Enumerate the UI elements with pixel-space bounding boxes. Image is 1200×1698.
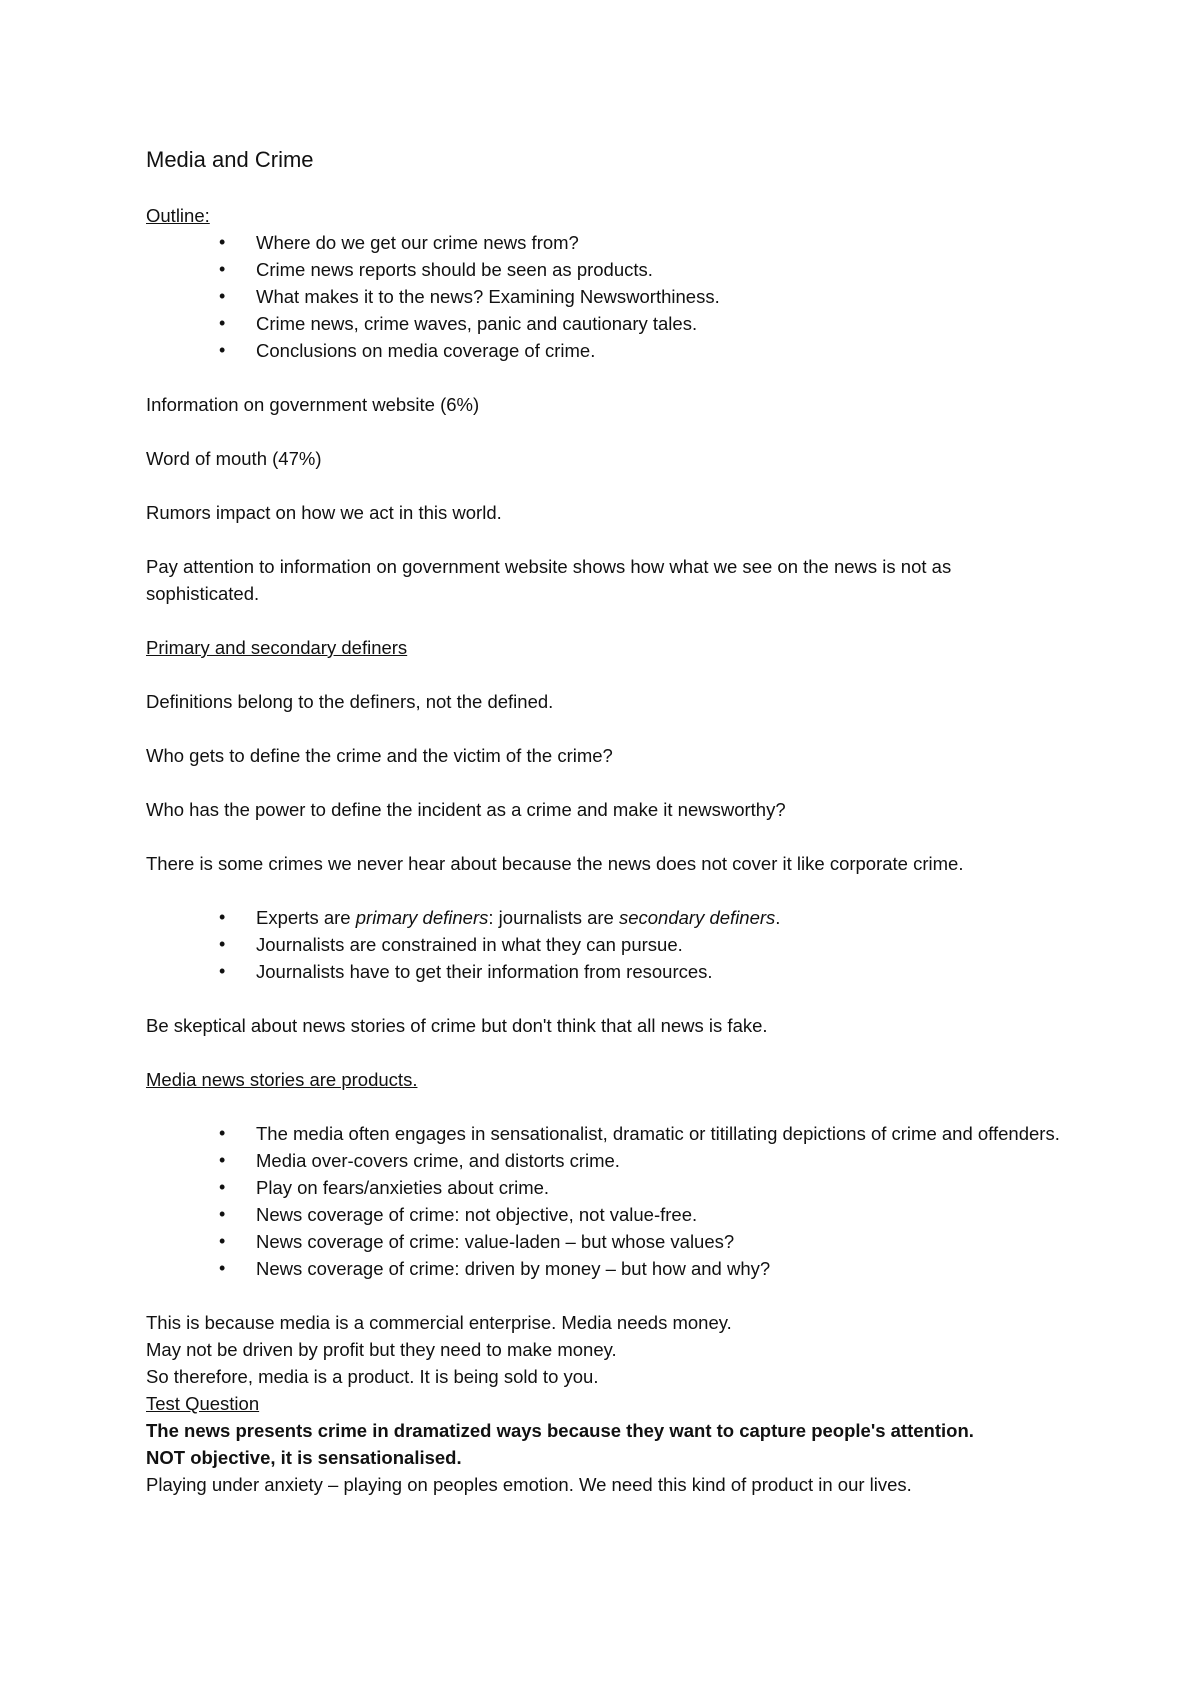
list-item-text: Media over-covers crime, and distorts crime. <box>256 1150 620 1171</box>
line-product: So therefore, media is a product. It is being sold to you. <box>146 1366 599 1387</box>
list-item-text: Crime news reports should be seen as products. <box>256 259 653 280</box>
list-item-text: Where do we get our crime news from? <box>256 232 579 253</box>
list-item-text: Journalists have to get their information from resources. <box>256 961 713 982</box>
paragraph-word-of-mouth: Word of mouth (47%) <box>146 448 322 469</box>
paragraph-some-crimes: There is some crimes we never hear about because the news does not cover it like corporate crime. <box>146 853 964 874</box>
bullet-icon: • <box>219 1177 226 1197</box>
bullet-icon: • <box>219 232 226 252</box>
test-question-heading: Test Question <box>146 1393 260 1414</box>
list-item <box>146 931 1066 958</box>
bullet-icon: • <box>219 1231 226 1251</box>
list-item <box>146 337 1066 364</box>
products-heading: Media news stories are products. <box>146 1069 418 1090</box>
list-item-text: Crime news, crime waves, panic and cautionary tales. <box>256 313 698 334</box>
list-item-text: Conclusions on media coverage of crime. <box>256 340 596 361</box>
bullet-icon: • <box>219 1204 226 1224</box>
document-title: Media and Crime <box>146 147 314 172</box>
list-item <box>146 1120 1066 1147</box>
list-item <box>146 958 1066 985</box>
test-answer-line-1: The news presents crime in dramatized ways because they want to capture people's attention. <box>146 1420 974 1441</box>
paragraph-who-has-power: Who has the power to define the incident as a crime and make it newsworthy? <box>146 799 786 820</box>
outline-heading: Outline: <box>146 205 210 226</box>
paragraph-gov-website: Information on government website (6%) <box>146 394 480 415</box>
bullet-icon: • <box>219 313 226 333</box>
list-item-text-post: . <box>775 907 781 928</box>
list-item-text: News coverage of crime: value-laden – but whose values? <box>256 1231 735 1252</box>
line-commercial: This is because media is a commercial enterprise. Media needs money. <box>146 1312 732 1333</box>
list-item <box>146 229 1066 256</box>
bullet-icon: • <box>219 934 226 954</box>
list-item-text: News coverage of crime: driven by money – but how and why? <box>256 1258 771 1279</box>
definers-heading: Primary and secondary definers <box>146 637 408 658</box>
paragraph-rumors: Rumors impact on how we act in this world. <box>146 502 502 523</box>
bullet-icon: • <box>219 1123 226 1143</box>
list-item <box>146 904 1066 931</box>
bullet-icon: • <box>219 286 226 306</box>
list-item-text: Journalists are constrained in what they can pursue. <box>256 934 683 955</box>
list-item-text: The media often engages in sensationalist, dramatic or titillating depictions of crime and offenders. <box>256 1123 1060 1144</box>
outline-list <box>146 229 1066 364</box>
bullet-icon: • <box>219 1258 226 1278</box>
primary-definers-term: primary definers <box>355 907 489 928</box>
line-anxiety: Playing under anxiety – playing on peoples emotion. We need this kind of product in our lives. <box>146 1474 912 1495</box>
list-item-text: What makes it to the news? Examining Newsworthiness. <box>256 286 720 307</box>
list-item-text: News coverage of crime: not objective, not value-free. <box>256 1204 698 1225</box>
bullet-icon: • <box>219 259 226 279</box>
line-profit: May not be driven by profit but they need to make money. <box>146 1339 617 1360</box>
paragraph-skeptical: Be skeptical about news stories of crime but don't think that all news is fake. <box>146 1015 768 1036</box>
document-body <box>146 145 1066 1498</box>
paragraph-definitions: Definitions belong to the definers, not the defined. <box>146 691 554 712</box>
products-list <box>146 1120 1066 1282</box>
definers-list <box>146 904 1066 985</box>
list-item <box>146 256 1066 283</box>
list-item-text-mid: : journalists are <box>488 907 619 928</box>
list-item <box>146 1228 1066 1255</box>
list-item <box>146 1201 1066 1228</box>
paragraph-pay-attention: Pay attention to information on government website shows how what we see on the news is not as sophisticated. <box>146 556 952 604</box>
bullet-icon: • <box>219 961 226 981</box>
list-item <box>146 1147 1066 1174</box>
list-item <box>146 1174 1066 1201</box>
secondary-definers-term: secondary definers <box>618 907 776 928</box>
list-item <box>146 310 1066 337</box>
list-item <box>146 1255 1066 1282</box>
bullet-icon: • <box>219 340 226 360</box>
list-item <box>146 283 1066 310</box>
list-item-text: Play on fears/anxieties about crime. <box>256 1177 550 1198</box>
bullet-icon: • <box>219 1150 226 1170</box>
list-item-text-pre: Experts are <box>256 907 356 928</box>
test-answer-line-2: NOT objective, it is sensationalised. <box>146 1447 462 1468</box>
paragraph-who-gets: Who gets to define the crime and the victim of the crime? <box>146 745 613 766</box>
bullet-icon: • <box>219 907 226 927</box>
